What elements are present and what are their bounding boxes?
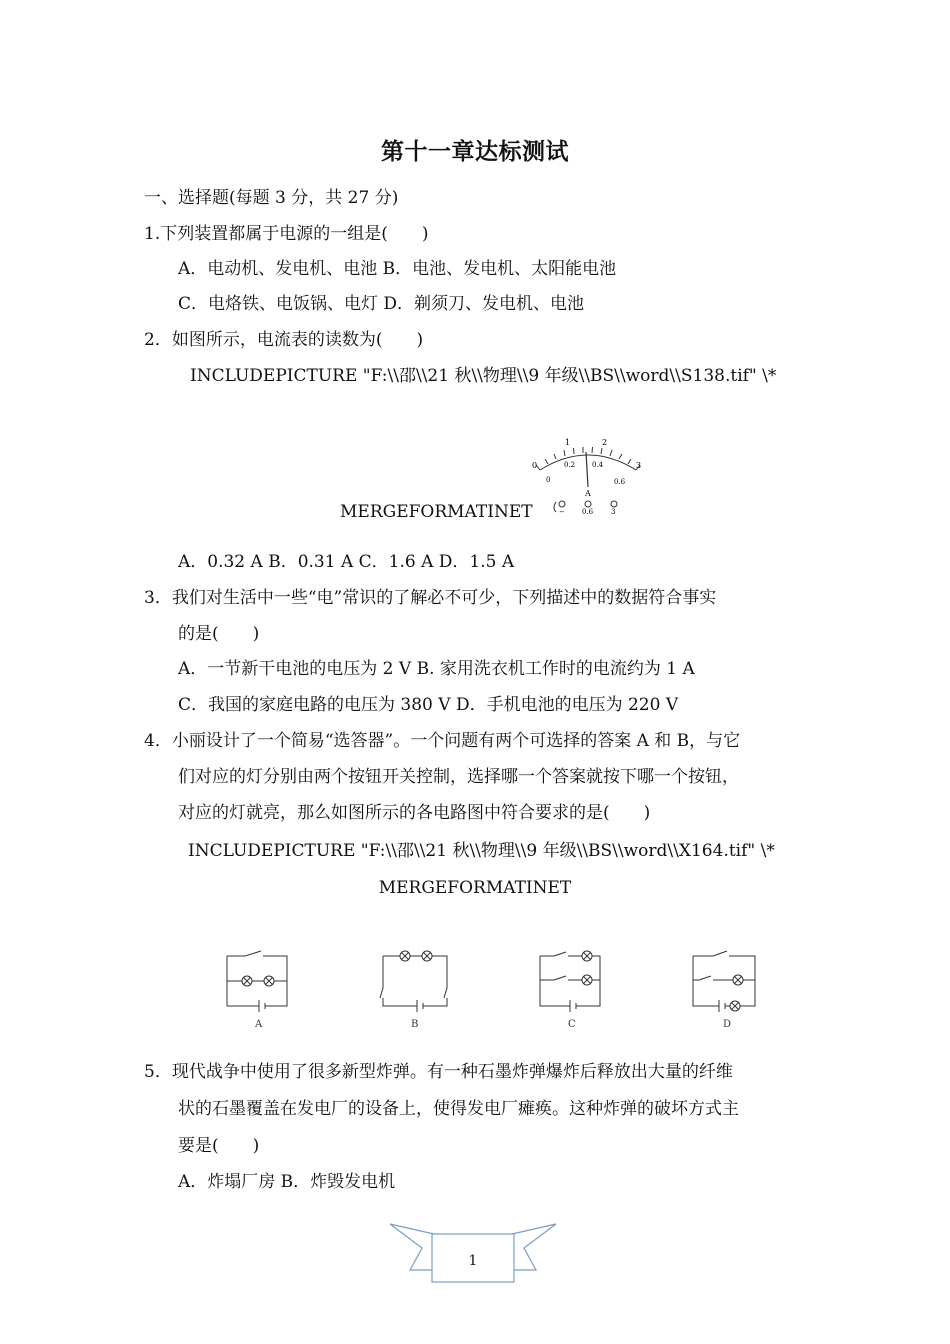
terminal-label-3: 3 [611, 508, 616, 516]
q4-merge-field: MERGEFORMATINET [378, 878, 572, 898]
scale-top-2: 2 [602, 438, 608, 447]
q1-options-ab: A．电动机、发电机、电池 B．电池、发电机、太阳能电池 [178, 259, 617, 279]
q4-include-field: INCLUDEPICTURE "F:\\邵\\21 秋\\物理\\9 年级\\BS\\word\\X164.tif" \* [188, 841, 775, 861]
q3-options-ab: A．一节新干电池的电压为 2 V B. 家用洗衣机工作时的电流约为 1 A [178, 659, 695, 679]
lamp-icon [242, 976, 252, 986]
lamp-icon [733, 975, 743, 985]
q5-stem-line3: 要是( ) [178, 1136, 260, 1156]
page-title: 第十一章达标测试 [381, 139, 569, 165]
circuit-d [693, 951, 755, 1012]
q2-options: A．0.32 A B．0.31 A C．1.6 A D．1.5 A [178, 552, 515, 572]
q1-stem: 1.下列装置都属于电源的一组是( ) [144, 224, 429, 244]
q5-stem-line2: 状的石墨覆盖在发电厂的设备上，使得发电厂瘫痪。这种炸弹的破坏方式主 [178, 1099, 739, 1119]
meter-scale-arc [540, 455, 636, 470]
scale-bottom-0-4: 0.4 [592, 461, 604, 469]
meter-pointer [586, 452, 588, 487]
circuit-label-b: B [411, 1019, 419, 1030]
scale-top-0: 0 [532, 461, 538, 470]
q3-options-cd: C．我国的家庭电路的电压为 380 V D．手机电池的电压为 220 V [178, 695, 679, 715]
meter-ticks [536, 447, 640, 470]
scale-top-3: 3 [636, 461, 642, 470]
q4-stem-line1: 4．小丽设计了一个简易“选答器”。一个问题有两个可选择的答案 A 和 B，与它 [144, 731, 741, 751]
ribbon-right-tail [512, 1224, 556, 1270]
lamp-icon [400, 951, 410, 961]
scale-bottom-0-6: 0.6 [614, 478, 626, 486]
scale-top-1: 1 [565, 438, 571, 447]
circuit-label-c: C [568, 1019, 576, 1030]
q4-stem-line2: 们对应的灯分别由两个按钮开关控制，选择哪一个答案就按下哪一个按钮， [178, 767, 739, 787]
q5-options-ab: A．炸塌厂房 B．炸毁发电机 [178, 1172, 396, 1192]
page-number-ribbon [388, 1218, 558, 1286]
q2-merge-field: MERGEFORMATINET [340, 502, 533, 522]
scale-bottom-0: 0 [546, 476, 551, 484]
terminal-0-6 [585, 501, 591, 507]
section-heading: 一、选择题(每题 3 分，共 27 分) [144, 188, 399, 208]
terminal-label-negative: − [559, 508, 565, 516]
terminal-3 [611, 501, 617, 507]
page-number: 1 [468, 1253, 478, 1269]
q2-include-field: INCLUDEPICTURE "F:\\邵\\21 秋\\物理\\9 年级\\BS\\word\\S138.tif" \* [190, 366, 777, 386]
ribbon-left-tail [390, 1224, 434, 1270]
lamp-icon [422, 951, 432, 961]
circuit-label-d: D [723, 1019, 732, 1030]
q5-stem-line1: 5．现代战争中使用了很多新型炸弹。有一种石墨炸弹爆炸后释放出大量的纤维 [144, 1062, 733, 1082]
q3-stem-line1: 3．我们对生活中一些“电”常识的了解必不可少，下列描述中的数据符合事实 [144, 588, 717, 608]
meter-unit: A [585, 489, 591, 498]
circuit-c [540, 951, 600, 1012]
circuit-a [227, 951, 287, 1012]
lamp-icon [264, 976, 274, 986]
q1-options-cd: C．电烙铁、电饭锅、电灯 D．剃须刀、发电机、电池 [178, 294, 585, 314]
q4-stem-line3: 对应的灯就亮，那么如图所示的各电路图中符合要求的是( ) [178, 803, 651, 823]
q2-stem: 2．如图所示，电流表的读数为( ) [144, 330, 424, 350]
scale-bottom-0-2: 0.2 [564, 461, 576, 469]
circuit-label-a: A [255, 1019, 263, 1030]
q3-stem-line2: 的是( ) [178, 624, 260, 644]
meter-wire [554, 502, 556, 512]
ammeter-figure [528, 432, 648, 518]
lamp-icon [730, 1001, 740, 1011]
circuit-diagrams [215, 944, 775, 1036]
circuit-b [380, 951, 447, 1012]
lamp-icon [582, 951, 592, 961]
lamp-icon [582, 975, 592, 985]
terminal-negative [559, 501, 565, 507]
terminal-label-0-6: 0.6 [582, 508, 594, 516]
